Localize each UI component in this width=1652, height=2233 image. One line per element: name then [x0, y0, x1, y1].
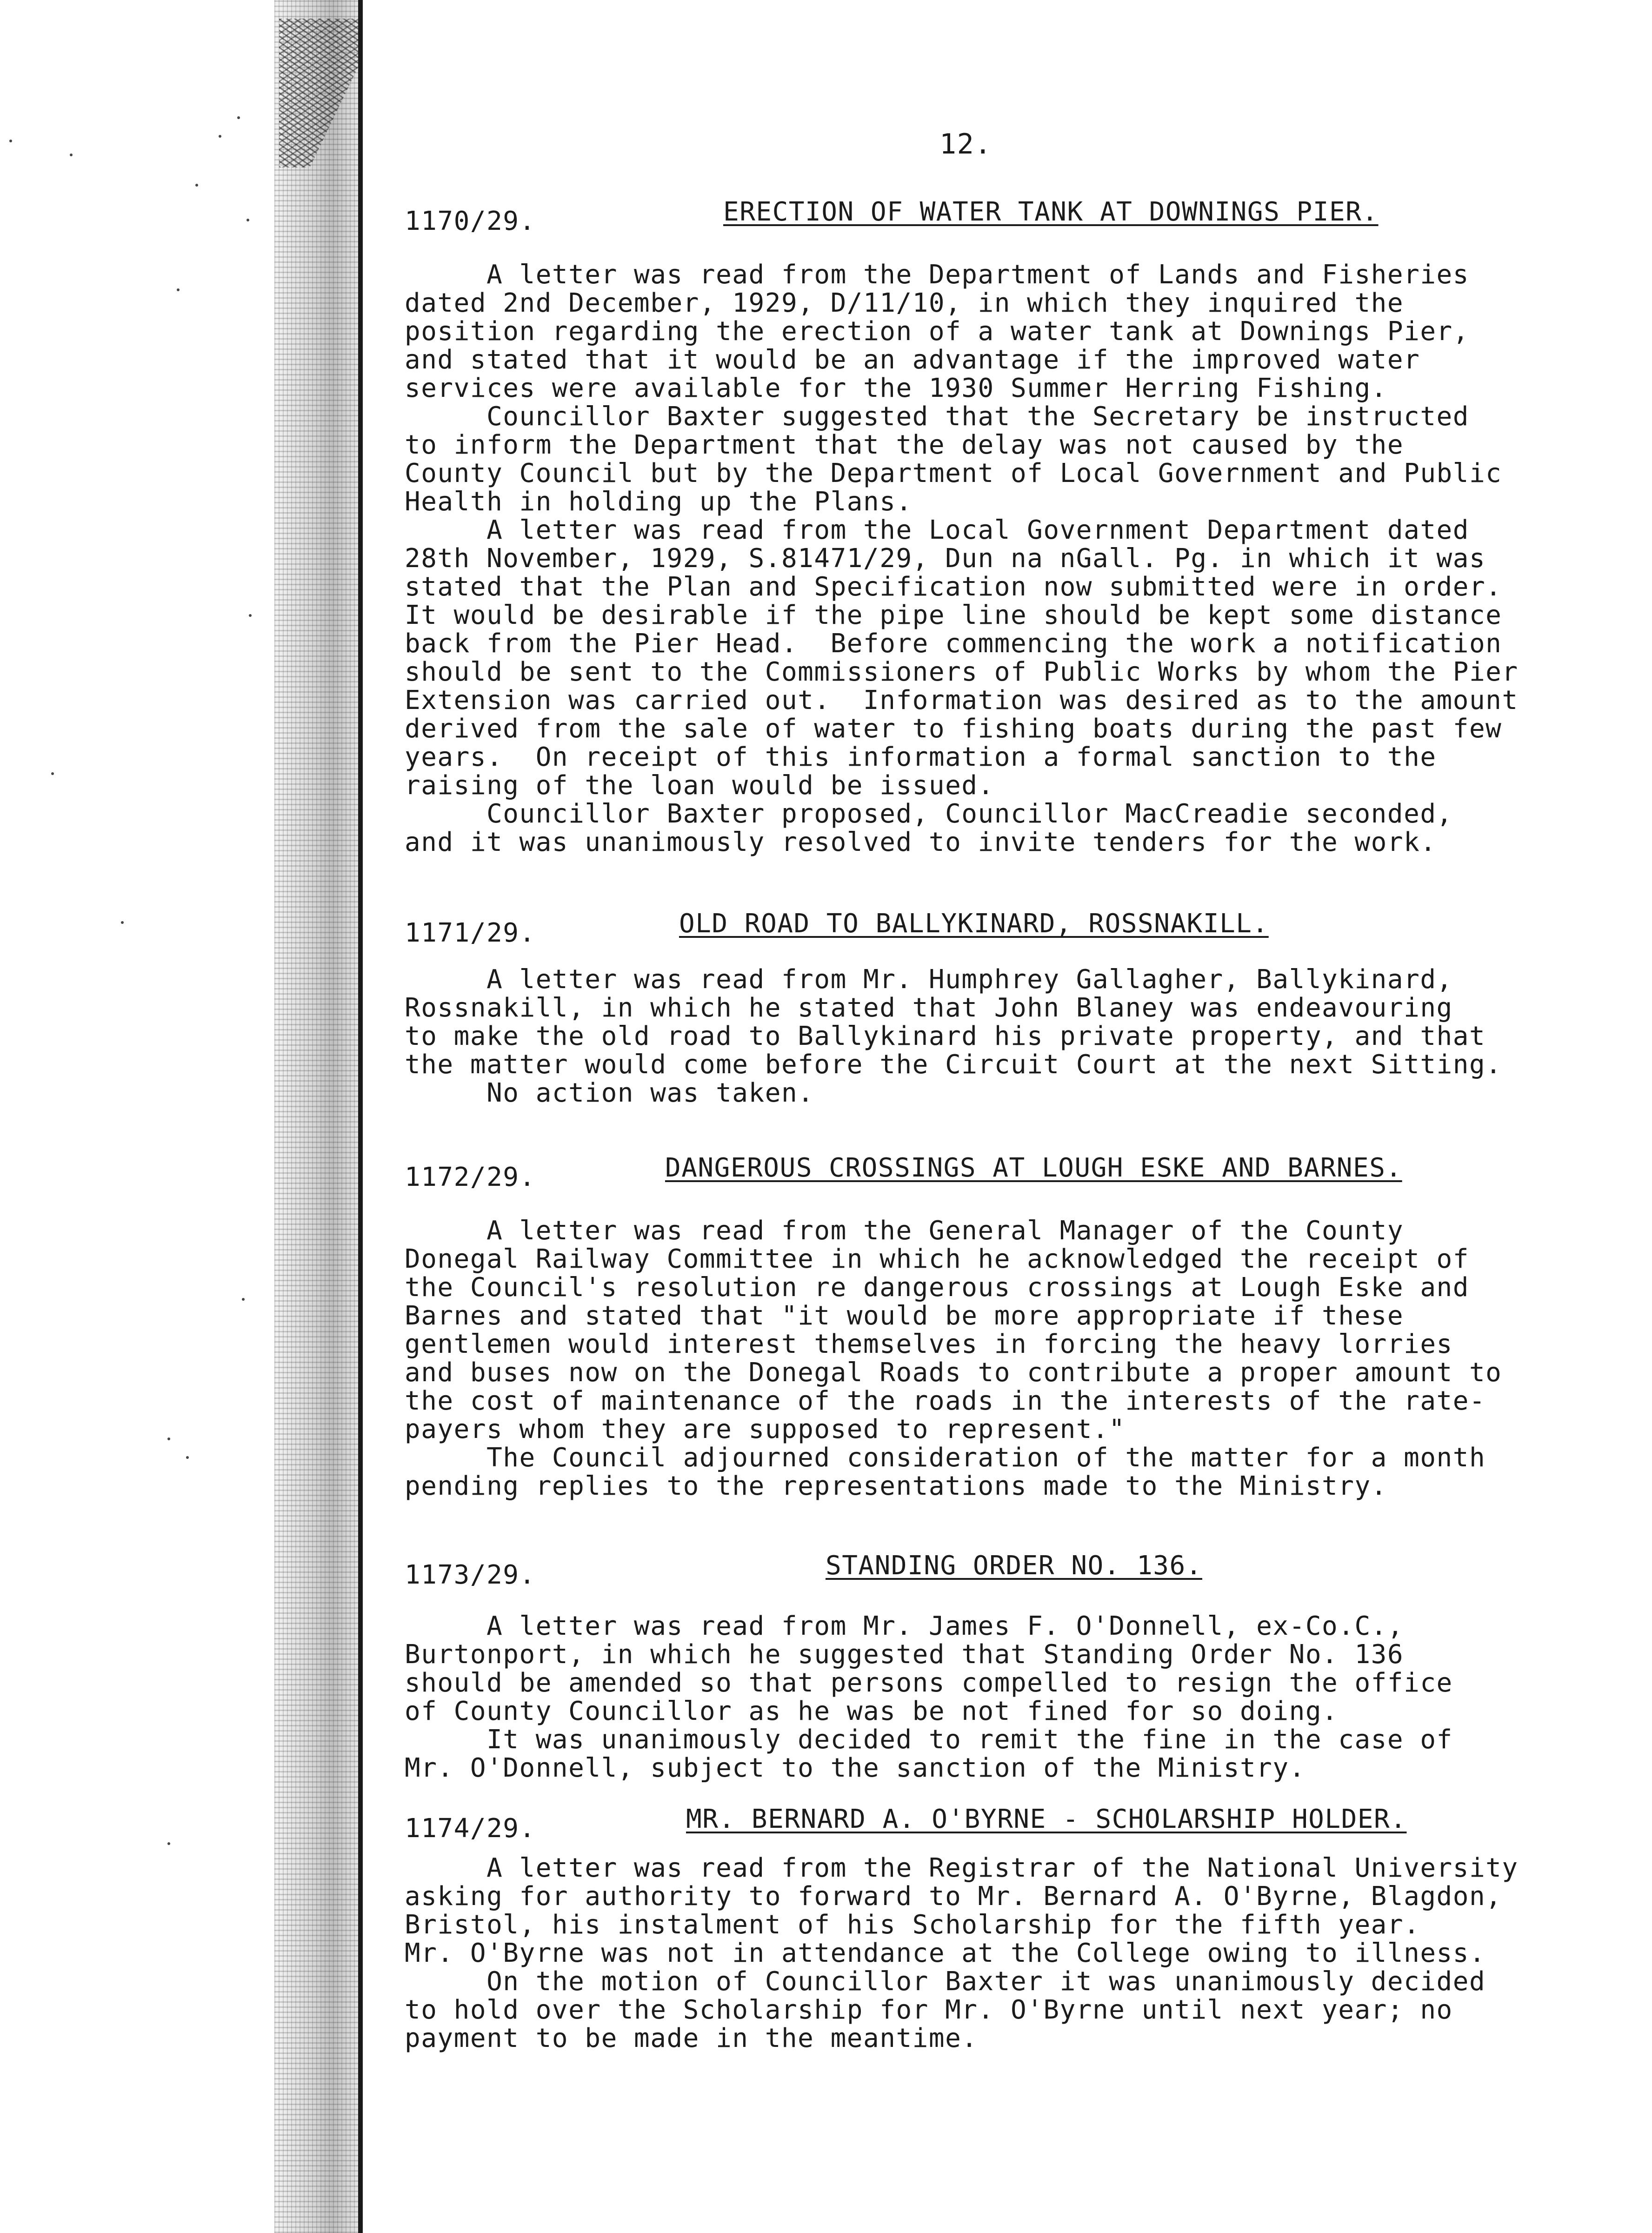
minute-paragraph: A letter was read from Mr. Humphrey Gallagher, Ballykinard, Rossnakill, in which he stated that John Blaney was endeavouring to make the old road to Ballykinard his private property, and that the matter would come before the Circuit Court at the next Sitting.: [405, 964, 1502, 1080]
minute-number: 1174/29.: [405, 1813, 536, 1844]
minute-paragraph: A letter was read from the Local Government Department dated 28th November, 1929, S.81471/29, Dun na nGall. Pg. in which it was stated that the Plan and Specification now submitted were in order. It would be desirable if the pipe line should be kept some distance back from the Pier Head. Before commencing the work a notification should be sent to the Commissioners of Public Works by whom the Pier Extension was carried out. Information was desired as to the amount derived from the sale of water to fishing boats during the past few years. On receipt of this information a formal sanction to the raising of the loan would be issued.: [405, 515, 1519, 801]
minute-heading: [405, 1154, 1595, 1196]
minute-number: 1172/29.: [405, 1162, 536, 1192]
scan-speck: [167, 1842, 170, 1845]
minute-title: ERECTION OF WATER TANK AT DOWNINGS PIER.: [723, 197, 1379, 227]
scan-speck: [219, 135, 221, 138]
book-binding-edge: [274, 0, 358, 2233]
scan-speck: [167, 1437, 170, 1440]
minute-number: 1171/29.: [405, 918, 536, 948]
minute-paragraph: A letter was read from the Department of Lands and Fisheries dated 2nd December, 1929, D/11/10, in which they inquired the position regarding the erection of a water tank at Downings Pier, and stated that it would be an advantage if the improved water services were available for the 1930 Summer Herring Fishing.: [405, 260, 1469, 403]
scan-speck: [246, 219, 249, 221]
minute-heading: [405, 198, 1595, 240]
scan-speck: [121, 921, 124, 924]
scan-speck: [9, 140, 12, 142]
minute-title: MR. BERNARD A. O'BYRNE - SCHOLARSHIP HOLDER.: [686, 1804, 1407, 1834]
scan-speck: [249, 614, 252, 617]
minute-1173: [405, 1551, 1595, 1782]
scan-speck: [70, 154, 73, 156]
minute-title: DANGEROUS CROSSINGS AT LOUGH ESKE AND BARNES.: [665, 1153, 1402, 1183]
scan-speck: [177, 288, 180, 291]
minute-paragraph: On the motion of Councillor Baxter it was unanimously decided to hold over the Scholarship for Mr. O'Byrne until next year; no payment to be made in the meantime.: [405, 1966, 1486, 2053]
minute-1172: [405, 1154, 1595, 1500]
scan-speck: [237, 116, 240, 119]
minute-heading: [405, 1805, 1595, 1847]
scan-speck: [186, 1456, 189, 1459]
scan-speck: [195, 184, 198, 187]
scan-speck: [51, 772, 54, 775]
minute-paragraph: No action was taken.: [405, 1078, 814, 1108]
page-number: 12.: [939, 128, 992, 160]
minute-1171: [405, 909, 1595, 1107]
page-left-edge: [358, 0, 363, 2233]
minute-paragraph: It was unanimously decided to remit the fine in the case of Mr. O'Donnell, subject to the sanction of the Ministry.: [405, 1725, 1453, 1783]
minute-paragraph: Councillor Baxter suggested that the Secretary be instructed to inform the Department that the delay was not caused by the County Council but by the Department of Local Government and Public Health in holding up the Plans.: [405, 401, 1502, 517]
minute-heading: [405, 909, 1595, 951]
minute-heading: [405, 1551, 1595, 1593]
minute-1174: [405, 1805, 1595, 2052]
scan-specks: [0, 0, 260, 2233]
minute-paragraph: The Council adjourned consideration of the matter for a month pending replies to the representations made to the Ministry.: [405, 1443, 1486, 1501]
scan-speck: [242, 1298, 245, 1301]
minute-1170: [405, 198, 1595, 856]
minute-paragraph: Councillor Baxter proposed, Councillor MacCreadie seconded, and it was unanimously resolved to invite tenders for the work.: [405, 799, 1453, 857]
minute-paragraph: A letter was read from the General Manager of the County Donegal Railway Committee in which he acknowledged the receipt of the Council's resolution re dangerous crossings at Lough Eske and Barnes and stated that "it would be more appropriate if these gentlemen would interest themselves in forcing the heavy lorries and buses now on the Donegal Roads to contribute a proper amount to the cost of maintenance of the roads in the interests of the rate- payers whom they are supposed to represent.": [405, 1216, 1502, 1444]
minute-title: STANDING ORDER NO. 136.: [826, 1551, 1202, 1581]
minute-paragraph: A letter was read from Mr. James F. O'Donnell, ex-Co.C., Burtonport, in which he suggested that Standing Order No. 136 should be amended so that persons compelled to resign the office of County Councillor as he was be not fined for so doing.: [405, 1611, 1453, 1726]
minute-number: 1170/29.: [405, 206, 536, 236]
minute-paragraph: A letter was read from the Registrar of the National University asking for authority to forward to Mr. Bernard A. O'Byrne, Blagdon, Bristol, his instalment of his Scholarship for the fifth year. Mr. O'Byrne was not in attendance at the College owing to illness.: [405, 1853, 1519, 1968]
minute-number: 1173/29.: [405, 1560, 536, 1590]
minute-title: OLD ROAD TO BALLYKINARD, ROSSNAKILL.: [679, 909, 1269, 939]
